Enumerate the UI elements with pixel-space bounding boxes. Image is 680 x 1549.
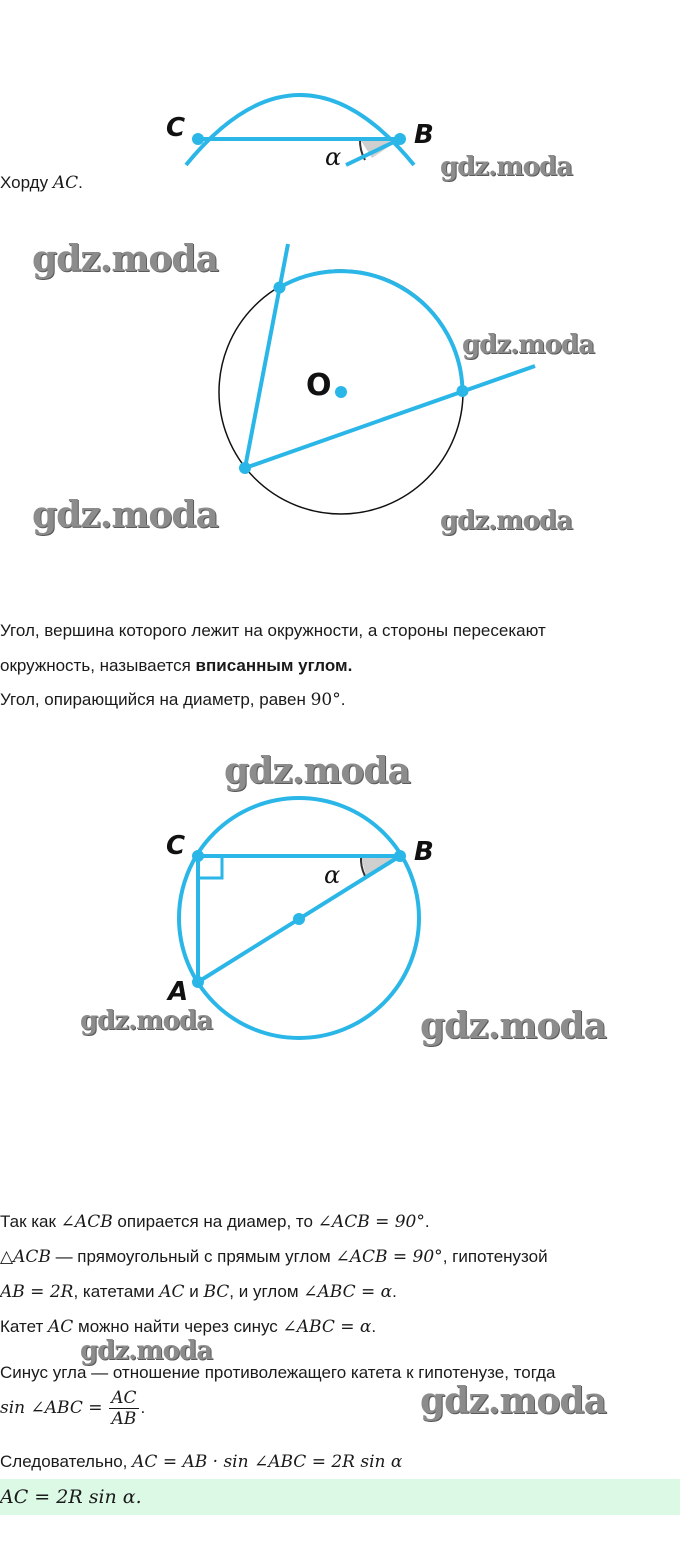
definition-line-2: окружность, называется вписанным углом. <box>0 656 353 675</box>
label-o: O <box>306 368 332 403</box>
solution-line-1: Так как ∠ACB опирается на диамер, то ∠ACB = 90°. <box>0 1212 430 1232</box>
label-b: B <box>414 837 434 867</box>
chord-line: Хорду AC. <box>0 173 83 193</box>
fraction: $\frac{AC}{AB}$ <box>111 1388 137 1429</box>
label-c: C <box>166 831 186 861</box>
solution-line-3: AB = 2R, катетами AC и BC, и углом ∠ABC = α. <box>0 1282 397 1302</box>
solution-line-5: Синус угла — отношение противолежащего катета к гипотенузе, тогда <box>0 1363 556 1382</box>
watermark: gdz.moda <box>224 750 410 792</box>
watermark: gdz.moda <box>420 1380 606 1422</box>
solution-line-2: △ACB — прямоугольный с прямым углом ∠ACB = 90°, гипотенузой <box>0 1247 548 1267</box>
label-c: C <box>166 113 186 143</box>
solution-line-4: Катет AC можно найти через синус ∠ABC = α. <box>0 1317 377 1337</box>
watermark: gdz.moda <box>420 1005 606 1047</box>
watermark: gdz.moda <box>32 238 218 280</box>
watermark: gdz.moda <box>80 1006 213 1036</box>
label-alpha: α <box>325 143 342 171</box>
solution-line-6: sin ∠ABC = $\frac{AC}{AB}$ . <box>0 1388 146 1429</box>
watermark: gdz.moda <box>80 1336 213 1366</box>
solution-line-7: Следовательно, AC = AB · sin ∠ABC = 2R sin α <box>0 1452 403 1472</box>
definition-line-1: Угол, вершина которого лежит на окружности, а стороны пересекают <box>0 621 546 640</box>
watermark: gdz.moda <box>440 152 573 182</box>
watermark: gdz.moda <box>440 506 573 536</box>
label-b: B <box>414 120 434 150</box>
watermark: gdz.moda <box>32 494 218 536</box>
label-a: A <box>168 977 189 1007</box>
figure-chord-arc <box>0 0 680 175</box>
label-alpha: α <box>324 861 341 889</box>
watermark: gdz.moda <box>462 330 595 360</box>
definition-line-3: Угол, опирающийся на диаметр, равен 90°. <box>0 690 346 710</box>
answer: AC = 2R sin α. <box>0 1486 142 1508</box>
